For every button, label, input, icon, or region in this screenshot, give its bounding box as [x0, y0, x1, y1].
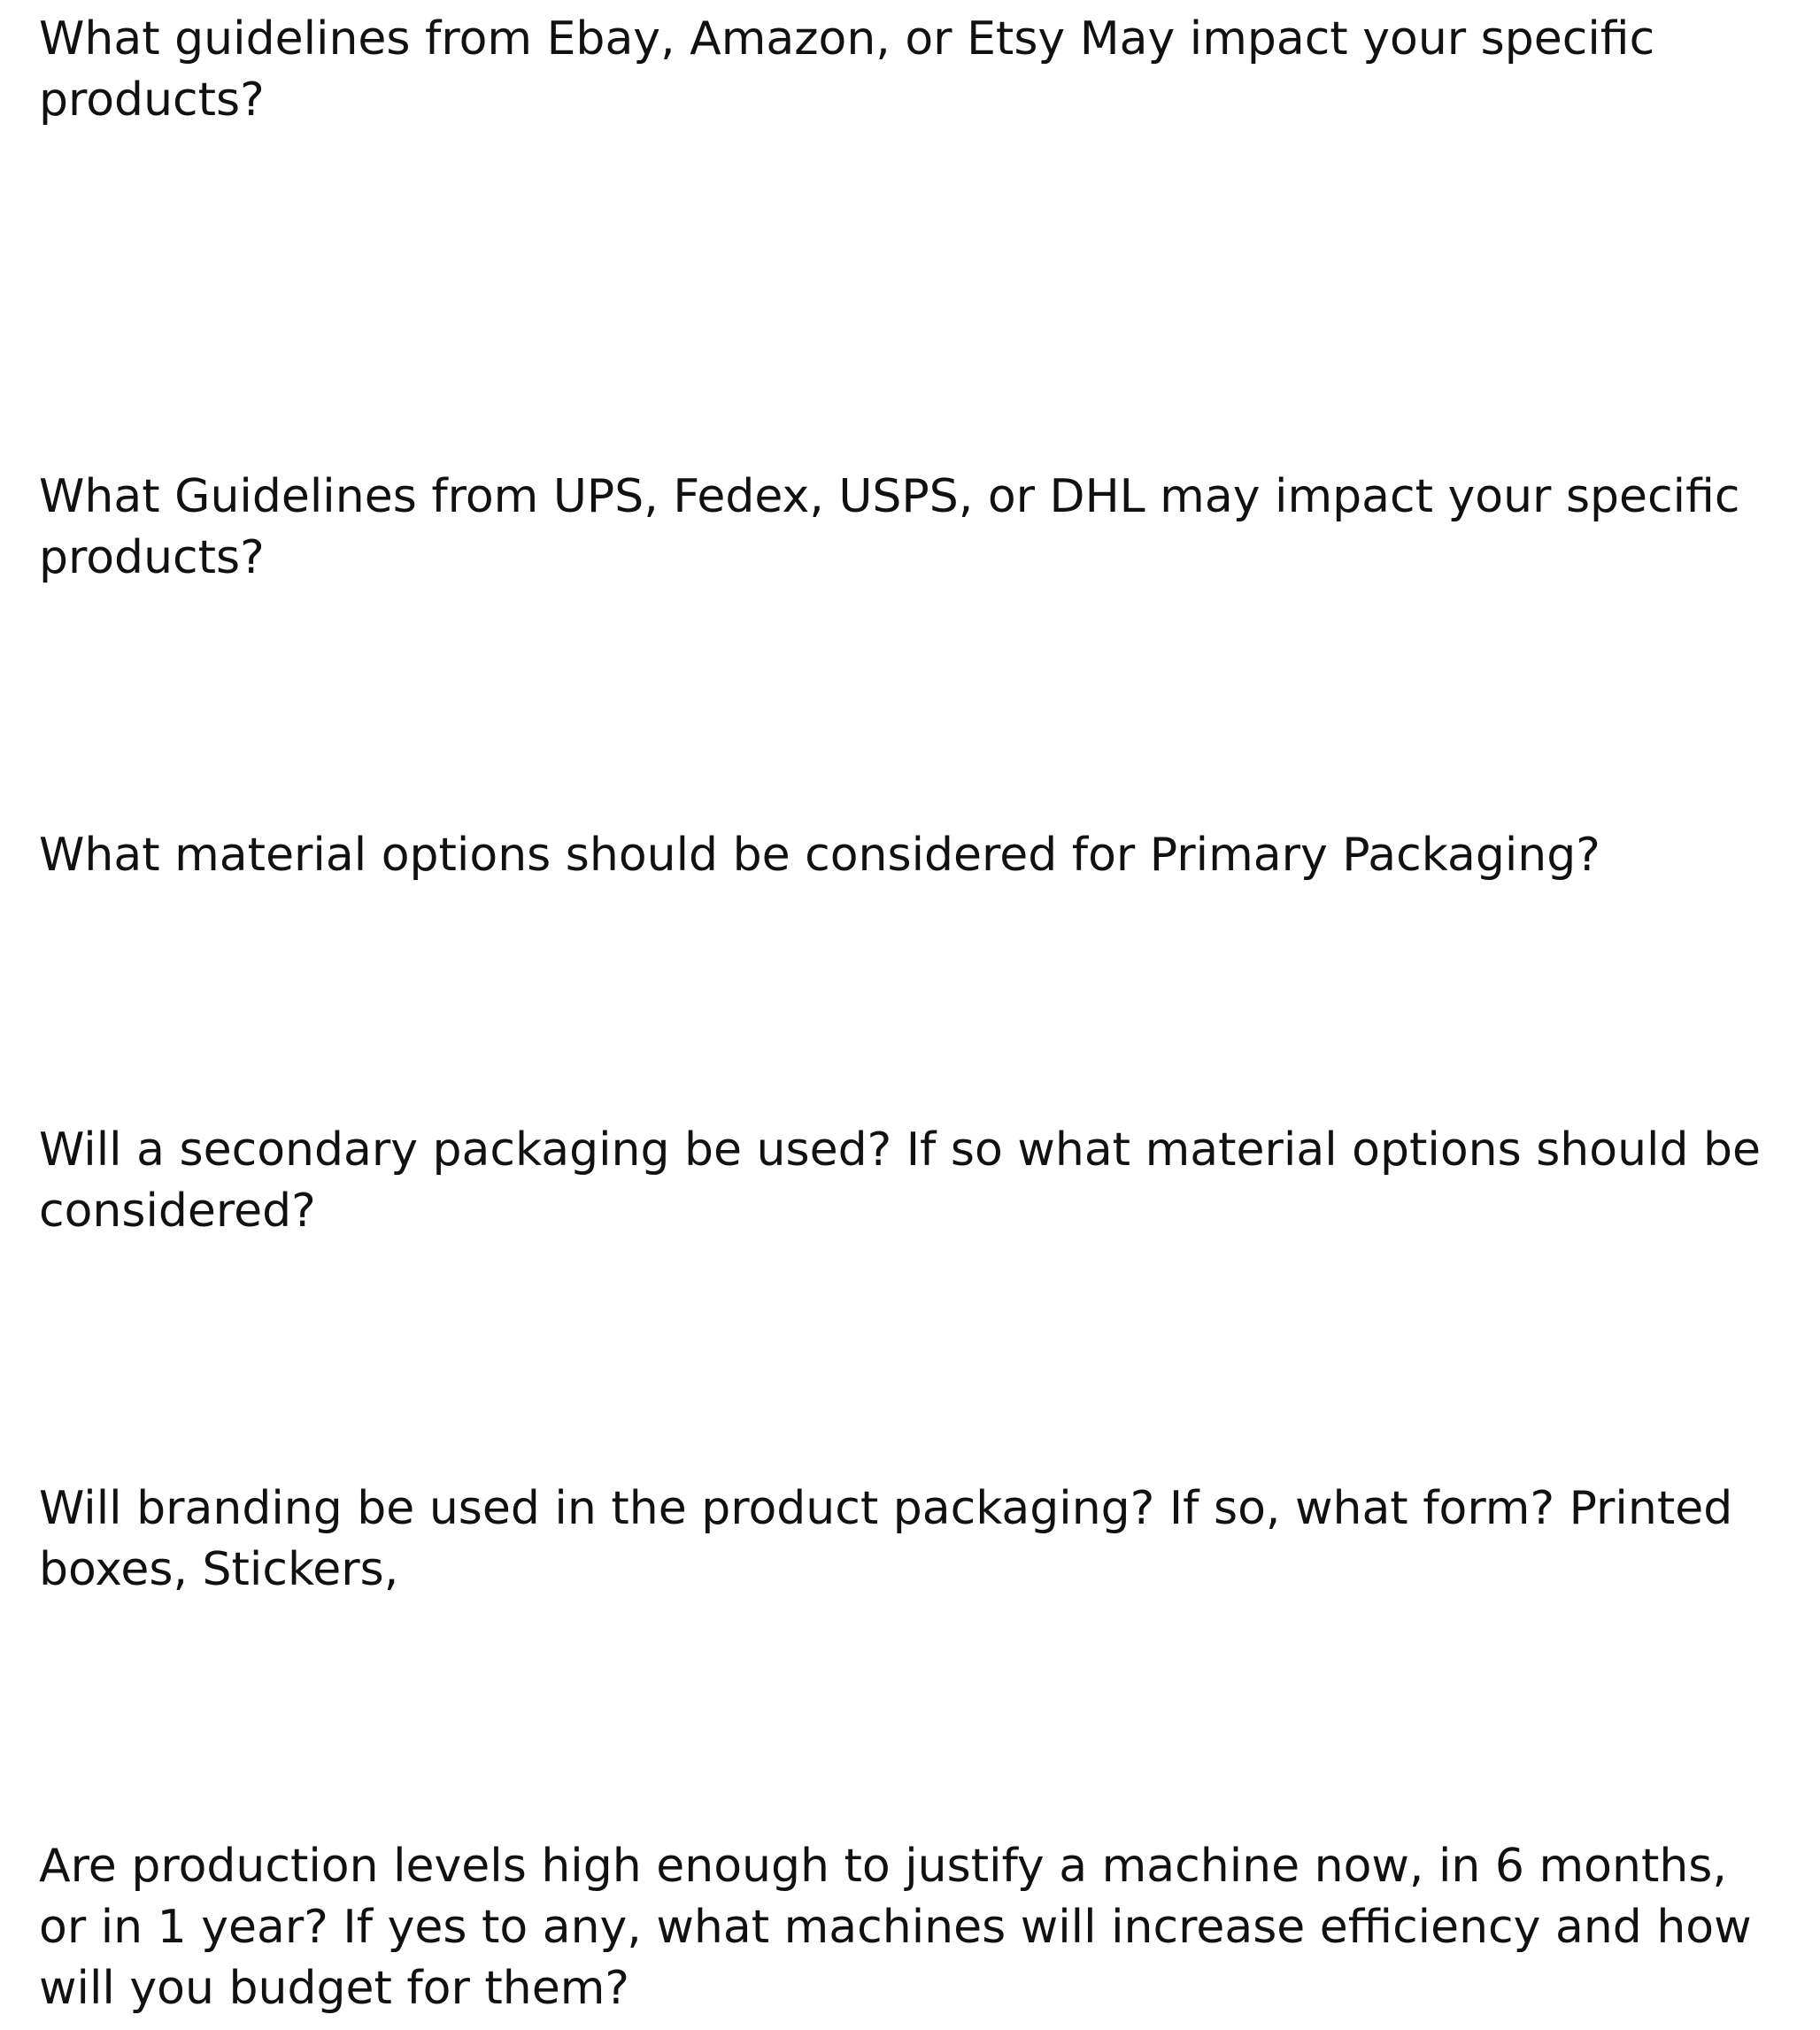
question-branding: Will branding be used in the product packaging? If so, what form? Printed boxes, Stickers, [39, 1482, 1733, 1596]
question-marketplace-guidelines: What guidelines from Ebay, Amazon, or Etsy May impact your specific products? [39, 12, 1655, 127]
question-primary-packaging: What material options should be considered for Primary Packaging? [39, 829, 1600, 882]
question-secondary-packaging: Will a secondary packaging be used? If so what material options should be considered? [39, 1123, 1762, 1238]
question-production-machines: Are production levels high enough to justify a machine now, in 6 months, or in 1 year? If yes to any, what machines will increase efficiency and how will you budget for them? [39, 1840, 1752, 2015]
question-carrier-guidelines: What Guidelines from UPS, Fedex, USPS, or DHL may impact your specific products? [39, 470, 1740, 584]
